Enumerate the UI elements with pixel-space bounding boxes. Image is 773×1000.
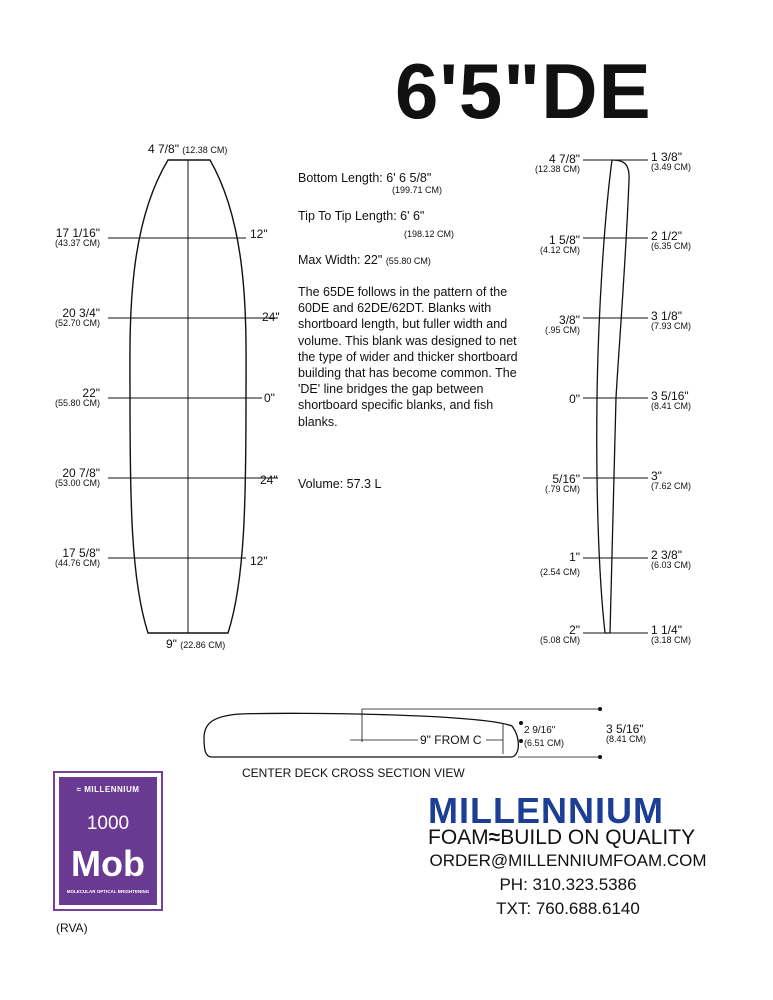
rocker-left-4: 0" bbox=[569, 392, 580, 406]
volume: Volume: 57.3 L bbox=[298, 477, 382, 491]
board-description: The 65DE follows in the pattern of the 60DE and 62DE/62DT. Blanks with shortboard length, but fuller width and volume. This blank was designed to net the type of wider and thicker shortboard building that has become common. The 'DE' line bridges the gap between shortboard specific blanks, and fish blanks. bbox=[298, 285, 518, 429]
contact-phone: PH: 310.323.5386 bbox=[499, 875, 637, 894]
badge-footer: MOLECULAR OPTICAL BRIGHTENING bbox=[66, 889, 150, 894]
tip-to-tip-cm: (198.12 CM) bbox=[404, 229, 455, 239]
company-tagline: FOAM≈BUILD ON QUALITY bbox=[428, 826, 696, 849]
brand-wave-icon: ≈ bbox=[488, 826, 501, 849]
thickness-dot-bottom bbox=[598, 755, 602, 759]
bottom-length-cm: (199.71 CM) bbox=[392, 185, 443, 195]
rocker-right-1: 1 3/8" (3.49 CM) bbox=[651, 150, 692, 172]
page-title: 6'5"DE bbox=[395, 47, 652, 135]
rocker-left-1: 4 7/8" (12.38 CM) bbox=[534, 152, 580, 174]
mob-badge bbox=[53, 771, 163, 911]
rail-thickness-label: 2 9/16" (6.51 CM) bbox=[524, 725, 565, 748]
rocker-view bbox=[583, 160, 648, 633]
rocker-bottom-curve bbox=[597, 160, 612, 633]
rocker-left-2: 1 5/8" (4.12 CM) bbox=[539, 233, 580, 255]
company-name: MILLENNIUM bbox=[428, 790, 664, 831]
cross-section-caption: CENTER DECK CROSS SECTION VIEW bbox=[242, 766, 465, 780]
station-mark-1: 12" bbox=[250, 227, 268, 241]
width-label-1: 17 1/16" (43.37 CM) bbox=[54, 226, 100, 248]
rocker-deck-curve bbox=[610, 160, 629, 633]
badge-number: 1000 bbox=[86, 813, 130, 834]
rva-note: (RVA) bbox=[56, 921, 88, 935]
width-label-4: 20 7/8" (53.00 CM) bbox=[54, 466, 100, 488]
tail-width-label: 9" (22.86 CM) bbox=[166, 637, 226, 651]
width-label-5: 17 5/8" (44.76 CM) bbox=[54, 546, 100, 568]
rocker-left-6: 1" (2.54 CM) bbox=[539, 550, 580, 577]
width-label-2: 20 3/4" (52.70 CM) bbox=[54, 306, 100, 328]
rocker-right-7: 1 1/4" (3.18 CM) bbox=[651, 623, 692, 645]
rocker-right-6: 2 3/8" (6.03 CM) bbox=[651, 548, 692, 570]
contact-email[interactable]: ORDER@MILLENNIUMFOAM.COM bbox=[429, 851, 707, 870]
rocker-left-3: 3/8" (.95 CM) bbox=[544, 313, 580, 335]
rocker-left-5: 5/16" (.79 CM) bbox=[544, 472, 580, 494]
station-mark-3: 0" bbox=[264, 391, 275, 405]
badge-brand: ≈ MILLENNIUM bbox=[76, 785, 140, 794]
bottom-length: Bottom Length: 6' 6 5/8" bbox=[298, 171, 432, 185]
rocker-right-5: 3" (7.62 CM) bbox=[651, 469, 692, 491]
from-center-label: 9" FROM C bbox=[420, 733, 482, 747]
rocker-right-2: 2 1/2" (6.35 CM) bbox=[651, 229, 692, 251]
rail-dot-bottom bbox=[519, 739, 523, 743]
max-width: Max Width: 22" (55.80 CM) bbox=[298, 253, 431, 267]
tip-to-tip-length: Tip To Tip Length: 6' 6" bbox=[298, 209, 425, 223]
rocker-right-4: 3 5/16" (8.41 CM) bbox=[651, 389, 692, 411]
station-mark-2: 24" bbox=[262, 310, 280, 324]
nose-width-label: 4 7/8" (12.38 CM) bbox=[148, 142, 228, 156]
brand-mark-icon: ≈ bbox=[76, 785, 82, 794]
station-mark-5: 12" bbox=[250, 554, 268, 568]
rocker-left-7: 2" (5.08 CM) bbox=[539, 623, 580, 645]
contact-text: TXT: 760.688.6140 bbox=[496, 899, 640, 918]
center-thickness-label: 3 5/16" (8.41 CM) bbox=[606, 722, 647, 744]
station-mark-4: 24" bbox=[260, 473, 278, 487]
thickness-dot-top bbox=[598, 707, 602, 711]
rail-dot-top bbox=[519, 721, 523, 725]
rocker-right-3: 3 1/8" (7.93 CM) bbox=[651, 309, 692, 331]
badge-name: Mob bbox=[71, 843, 145, 884]
width-label-3: 22" (55.80 CM) bbox=[54, 386, 100, 408]
